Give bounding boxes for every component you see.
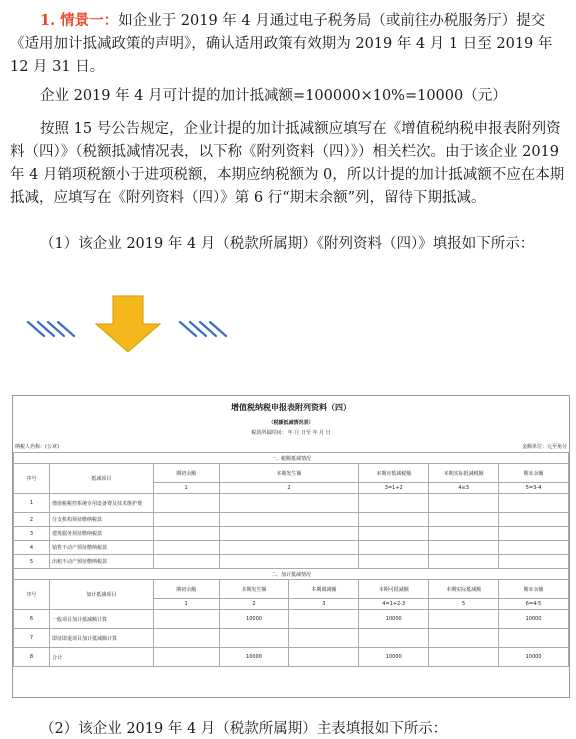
row-item: 增值税税控系统专用设备费及技术维护费 (49, 494, 153, 513)
col-header: 序号 (14, 580, 50, 610)
scenario-text: 如企业于 2019 年 4 月通过电子税务局（或前往办税服务厅）提交《适用加计抵减政策的声明》，确认适用政策有效期为 2019 年 4 月 1 日至 2019 年 12 月 31 日。 (10, 13, 553, 75)
cell-current-amount (219, 629, 289, 648)
cell-adjustment (289, 629, 359, 648)
scenario-label: 1. 情景一： (40, 12, 119, 29)
col-header: 本期实际抵减税额 (429, 464, 499, 483)
cell-actual-deduction (429, 610, 499, 629)
rule-text: 按照 15 号公告规定，企业计提的加计抵减额应填写在《增值税纳税申报表附列资料（四）》（税额抵减情况表，以下称《附列资料（四）》）相关栏次。由于该企业 2019 年 4 月销项税额小于进项税额，本期应纳税额为 0，所以计提的加计抵减额不应在本期抵减，应填写在《附列资料（四）》第 6 行“期末余额”列，留待下期抵减。 (10, 121, 565, 206)
form-period: 税款所属时间： 年 月 日至 年 月 日 (251, 430, 331, 436)
row-item: 即征即退项目加计抵减额计算 (49, 629, 153, 648)
paragraph-main-form-intro (10, 719, 566, 739)
cell-closing-balance (499, 629, 569, 648)
form-title: 增值税纳税申报表附列资料（四） (231, 403, 351, 412)
cell-current-amount: 10000 (219, 648, 289, 667)
paragraph-calculation (10, 85, 566, 108)
form-subtitle: （税额抵减情况表） (268, 420, 314, 426)
table-row (14, 648, 569, 667)
form-table (13, 452, 569, 667)
cell-opening-balance (153, 648, 219, 667)
row-item: 分支机构预征缴纳税款 (49, 513, 153, 527)
col-code: 1 (153, 483, 219, 494)
col-header: 本期发生额 (219, 464, 359, 483)
down-arrow-icon (96, 296, 160, 352)
col-header: 加计抵减项目 (49, 580, 153, 610)
row-number: 3 (14, 527, 50, 541)
arrow-decoration (0, 290, 576, 380)
fill-intro-text: （1）该企业 2019 年 4 月（税款所属期）《附列资料（四）》填报如下所示： (40, 236, 535, 252)
col-code: 1 (153, 599, 219, 610)
attachment-four-form (12, 395, 570, 698)
col-code: 5 (429, 599, 499, 610)
col-header: 期末余额 (499, 464, 569, 483)
col-code: 6=4-5 (499, 599, 569, 610)
table-row (14, 513, 569, 527)
cell-deductible: 10000 (359, 610, 429, 629)
table-row (14, 555, 569, 569)
row-number: 5 (14, 555, 50, 569)
row-number: 7 (14, 629, 50, 648)
row-item: 销售不动产预征缴纳税款 (49, 541, 153, 555)
col-header: 期初余额 (153, 580, 219, 599)
col-header: 本期实际抵减额 (429, 580, 499, 599)
col-code: 2 (219, 599, 289, 610)
row-number: 2 (14, 513, 50, 527)
col-header: 抵减项目 (49, 464, 153, 494)
cell-actual-deduction (429, 629, 499, 648)
col-header: 本期发生额 (219, 580, 289, 599)
cell-opening-balance (153, 629, 219, 648)
col-header: 期初余额 (153, 464, 219, 483)
col-header: 序号 (14, 464, 50, 494)
row-number: 8 (14, 648, 50, 667)
cell-closing-balance: 10000 (499, 610, 569, 629)
table-row (14, 610, 569, 629)
form-unit: 金额单位：元至角分 (521, 444, 567, 450)
row-number: 4 (14, 541, 50, 555)
cell-deductible: 10000 (359, 648, 429, 667)
paragraph-rule (10, 118, 566, 210)
row-number: 1 (14, 494, 50, 513)
section1-title: 一、税额抵减情况 (14, 453, 569, 464)
col-code: 3 (289, 599, 359, 610)
row-item: 建筑服务预征缴纳税款 (49, 527, 153, 541)
cell-adjustment (289, 610, 359, 629)
row-item: 出租不动产预征缴纳税款 (49, 555, 153, 569)
calculation-text: 企业 2019 年 4 月可计提的加计抵减额=100000×10%=10000（元） (40, 88, 507, 104)
cell-actual-deduction (429, 648, 499, 667)
cell-opening-balance (153, 610, 219, 629)
paragraph-fill-intro (10, 233, 566, 256)
col-code: 4≤3 (429, 483, 499, 494)
cell-closing-balance: 10000 (499, 648, 569, 667)
col-header: 本期调减额 (289, 580, 359, 599)
table-row (14, 527, 569, 541)
row-item: 一般项目加计抵减额计算 (49, 610, 153, 629)
section2-title: 二、加计抵减情况 (14, 569, 569, 580)
col-code: 4=1+2-3 (359, 599, 429, 610)
cell-adjustment (289, 648, 359, 667)
paragraph-scenario-one (10, 9, 566, 79)
col-code: 2 (219, 483, 359, 494)
col-code: 5=3-4 (499, 483, 569, 494)
main-form-intro-text: （2）该企业 2019 年 4 月（税款所属期）主表填报如下所示： (40, 720, 448, 737)
col-header: 本期应抵减税额 (359, 464, 429, 483)
col-code: 3=1+2 (359, 483, 429, 494)
row-item: 合计 (49, 648, 153, 667)
col-header: 期末余额 (499, 580, 569, 599)
cell-current-amount: 10000 (219, 610, 289, 629)
table-row (14, 629, 569, 648)
row-number: 6 (14, 610, 50, 629)
table-row (14, 541, 569, 555)
cell-deductible (359, 629, 429, 648)
form-taxpayer: 纳税人名称：(公章) (15, 444, 59, 450)
col-header: 本期可抵减额 (359, 580, 429, 599)
table-row (14, 494, 569, 513)
